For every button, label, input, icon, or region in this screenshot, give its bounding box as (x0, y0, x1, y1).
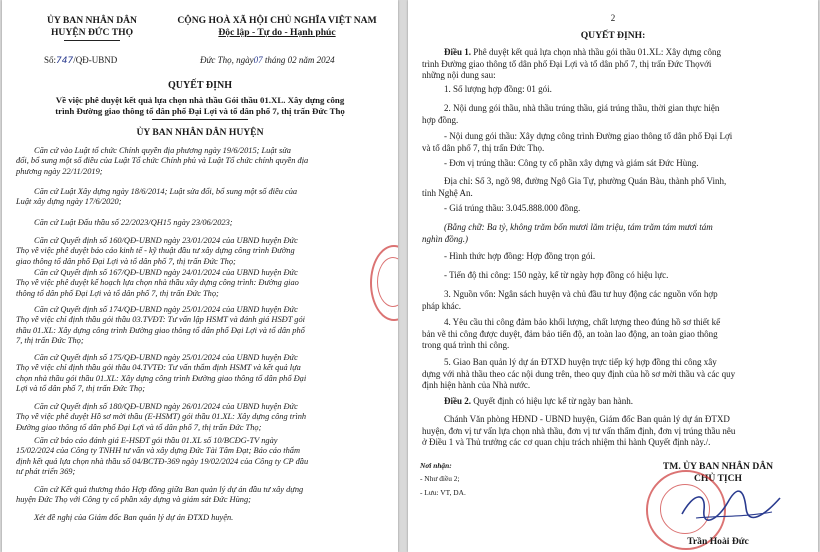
decision-item-line: 1. Số lượng hợp đồng: 01 gói. (444, 84, 552, 94)
legal-basis-line: Thọ về việc phê duyệt Hồ sơ mời thầu (E-HSMT) gói thầu 01.XL: Xây dựng công trình (16, 412, 307, 422)
decision-item-line: (Bằng chữ: Ba tỷ, không trăm bốn mươi lăm triệu, tám trăm tám mươi tám (444, 222, 713, 232)
article-1-label: Điều 1. (444, 47, 471, 57)
doc-subject-line1: Về việc phê duyệt kết quả lựa chọn nhà thầu Gói thầu 01.XL. Xây dựng công (55, 95, 345, 105)
execution-clause-line: Chánh Văn phòng HĐND - UBND huyện, Giám đốc Ban quản lý dự án ĐTXD (444, 414, 730, 424)
decision-item-line: 3. Nguồn vốn: Ngân sách huyện và chủ đầu tư huy động các nguồn vốn hợp (444, 289, 718, 299)
article-2-line (444, 396, 633, 407)
legal-basis-line: Căn cứ Quyết định số 174/QĐ-UBND ngày 25/01/2024 của UBND huyện Đức (34, 305, 298, 314)
decision-item-line: bản vẽ thi công được duyệt, đảm bảo tiến độ, an toàn lao động, an toàn giao thông (422, 328, 718, 339)
legal-basis-line: phương ngày 22/11/2019; (16, 166, 103, 176)
decision-item-line: - Đơn vị trúng thầu: Công ty cổ phần xây dựng và giám sát Đức Hùng. (444, 158, 699, 168)
legal-basis-line: 15/02/2024 của Công ty TNHH tư vấn và xây dựng Đức Tài Tâm Đạt; Báo cáo thẩm (16, 446, 301, 456)
doc-title: QUYẾT ĐỊNH (168, 80, 232, 91)
decision-item-line: Địa chỉ: Số 3, ngõ 98, đường Ngô Gia Tự, phường Quán Bàu, thành phố Vinh, (444, 176, 727, 186)
article-1-line (444, 47, 721, 58)
issuing-org-line1: ỦY BAN NHÂN DÂN (47, 15, 137, 26)
legal-basis-line: 7, thị trấn Đức Thọ; (16, 336, 84, 346)
doc-number: Số:747/QĐ-UBND (44, 55, 118, 66)
national-motto: Độc lập - Tự do - Hạnh phúc (218, 27, 336, 38)
decision-item-line: trong quá trình thi công. (422, 340, 510, 351)
issuing-authority: ỦY BAN NHÂN DÂN HUYỆN (136, 127, 264, 138)
handwritten-signature (676, 486, 786, 526)
legal-basis-line: thầu 01.XL: Xây dựng công trình Đường giao thông tổ dân phố Đại Lợi và tổ dân phố (16, 325, 305, 335)
legal-basis-line: Thọ về việc phê duyệt kế hoạch lựa chọn nhà thầu xây dựng công trình: Đường giao (16, 278, 299, 288)
decision-item-line: - Nội dung gói thầu: Xây dựng công trình Đường giao thông tổ dân phố Đại Lợi (444, 131, 733, 141)
signer-title-1: TM. ỦY BAN NHÂN DÂN (662, 461, 774, 472)
country-name: CỘNG HOÀ XÃ HỘI CHỦ NGHĨA VIỆT NAM (177, 15, 377, 26)
legal-basis-line: Lợi và tổ dân phố 7, thị trấn Đức Thọ; (16, 384, 146, 394)
article-2-text: Quyết định có hiệu lực kể từ ngày ban hành. (473, 396, 633, 406)
document-page-2 (408, 0, 818, 552)
legal-basis-line: Căn cứ Kết quả thương thảo Hợp đồng giữa Ban quản lý dự án đầu tư xây dựng (34, 485, 304, 494)
article-1-line: trình Đường giao thông tổ dân phố Đại Lợi và tổ dân phố 7, thị trấn Đức Thọvới (422, 58, 712, 69)
recipient-item: - Như điều 2; (420, 474, 460, 483)
legal-basis-line: huyện Đức Thọ với Công ty cổ phần xây dựng và giám sát Đức Hùng; (16, 495, 251, 505)
legal-basis-line: chọn nhà thầu gói thầu 01.XL: Xây dựng công trình Đường giao thông tổ dân phố Đại (16, 373, 307, 383)
legal-basis-line: Thọ về việc phê duyệt báo cáo kinh tế - kỹ thuật đầu tư xây dựng công trình Đường (16, 246, 295, 256)
decision-item-line: 4. Yêu cầu thi công đảm bảo khối lượng, chất lượng theo đúng hồ sơ thiết kế (444, 317, 721, 327)
decision-item-line: dựng với nhà thầu theo các nội dung trên, theo quy định của hồ sơ mời thầu và các quy (422, 368, 736, 379)
decision-item-line: - Hình thức hợp đồng: Hợp đồng trọn gói. (444, 251, 596, 261)
decision-item-line: nghìn đồng.) (422, 233, 468, 244)
legal-basis-line: tư phát triển 369; (16, 467, 76, 477)
recipients-label: Nơi nhận: (420, 461, 452, 470)
legal-basis-line: Căn cứ Luật Xây dựng ngày 18/6/2014; Luật sửa đổi, bổ sung một số điều của (34, 187, 298, 196)
legal-basis-line: đổi, bổ sung một số điều của Luật Tổ chức Chính phủ và Luật Tổ chức chính quyền địa (16, 156, 309, 166)
decision-item-line: hợp đồng. (422, 114, 459, 125)
legal-basis-line: giao thông tổ dân phố Đại Lợi và tổ dân phố 7, thị trấn Đức Thọ; (16, 256, 236, 266)
decision-item-line: tỉnh Nghệ An. (422, 187, 473, 198)
decision-item-line: pháp khác. (422, 300, 461, 311)
article-1-text: Phê duyệt kết quả lựa chọn nhà thầu gói thầu 01.XL: Xây dựng công (473, 47, 721, 57)
legal-basis-line: thông tổ dân phố Đại Lợi và tổ dân phố 7, thị trấn Đức Thọ; (16, 288, 219, 298)
legal-basis-line: Căn cứ vào Luật tổ chức Chính quyền địa phương ngày 19/6/2015; Luật sửa (34, 146, 291, 155)
decision-item-line: - Tiến độ thi công: 150 ngày, kể từ ngày hợp đồng có hiệu lực. (444, 270, 669, 280)
legal-basis-line: Xét đề nghị của Giám đốc Ban quản lý dự án ĐTXD huyện. (34, 513, 234, 522)
legal-basis-line: định kết quả lựa chọn nhà thầu số 04/BCTĐ-369 ngày 19/02/2024 của Công ty CP đầu (16, 456, 309, 466)
legal-basis-line: Thọ về việc chỉ định thầu gói thầu 04.TVTĐ: Tư vấn thẩm định HSMT và kết quả lựa (16, 363, 301, 373)
decision-heading: QUYẾT ĐỊNH: (580, 30, 646, 41)
legal-basis-line: Căn cứ báo cáo đánh giá E-HSĐT gói thầu 01.XL số 10/BCĐG-TV ngày (34, 436, 278, 445)
legal-basis-line: Luật xây dựng ngày 17/6/2020; (16, 197, 122, 207)
legal-basis-line: Căn cứ Quyết định số 167/QĐ-UBND ngày 24/01/2024 của UBND huyện Đức (34, 268, 298, 277)
article-2-label: Điều 2. (444, 396, 471, 406)
legal-basis-line: Căn cứ Quyết định số 160/QĐ-UBND ngày 23/01/2024 của UBND huyện Đức (34, 236, 298, 245)
execution-clause-line: ở Điều 1 và Thủ trưởng các cơ quan chịu trách nhiệm thi hành Quyết định này./. (422, 437, 711, 448)
legal-basis-line: Đường giao thông tổ dân phố Đại Lợi và tổ dân phố 7, thị trấn Đức Thọ; (16, 422, 262, 432)
recipient-item: - Lưu: VT, DA. (420, 488, 466, 497)
decision-item-line: 2. Nội dung gói thầu, nhà thầu trúng thầu, giá trúng thầu, thời gian thực hiện (444, 103, 720, 113)
doc-subject-line2: trình Đường giao thông tổ dân phố Đại Lợi và tổ dân phố 7, thị trấn Đức Thọ (55, 106, 345, 116)
page-number: 2 (610, 13, 616, 23)
signer-name: Trần Hoài Đức (687, 536, 749, 547)
article-1-line: những nội dung sau: (422, 70, 496, 81)
issuing-org-line2: HUYỆN ĐỨC THỌ (50, 27, 134, 38)
legal-basis-line: Căn cứ Quyết định số 180/QĐ-UBND ngày 26/01/2024 của UBND huyện Đức (34, 402, 298, 411)
legal-basis-line: Căn cứ Quyết định số 175/QĐ-UBND ngày 25/01/2024 của UBND huyện Đức (34, 353, 298, 362)
decision-item-line: định hiện hành của Nhà nước. (422, 380, 531, 391)
decision-item-line: và tổ dân phố 7, thị trấn Đức Thọ. (422, 142, 545, 153)
signer-title-2: CHỦ TỊCH (693, 473, 743, 484)
decision-item-line: 5. Giao Ban quản lý dự án ĐTXD huyện trực tiếp ký hợp đồng thi công xây (444, 357, 717, 367)
place-date: Đức Thọ, ngày07 tháng 02 năm 2024 (200, 55, 335, 65)
decision-item-line: - Giá trúng thầu: 3.045.888.000 đồng. (444, 203, 581, 213)
legal-basis-line: Thọ về việc chỉ định thầu gói thầu 03.TVĐT: Tư vấn lập HSMT và đánh giá HSĐT gói (16, 315, 306, 325)
execution-clause-line: huyện, đơn vị tư vấn lựa chọn nhà thầu, đơn vị tư vấn thẩm định, đơn vị trúng thầu nêu (422, 425, 736, 436)
legal-basis-line: Căn cứ Luật Đấu thầu số 22/2023/QH15 ngày 23/06/2023; (34, 218, 233, 227)
document-page-1 (2, 0, 398, 552)
